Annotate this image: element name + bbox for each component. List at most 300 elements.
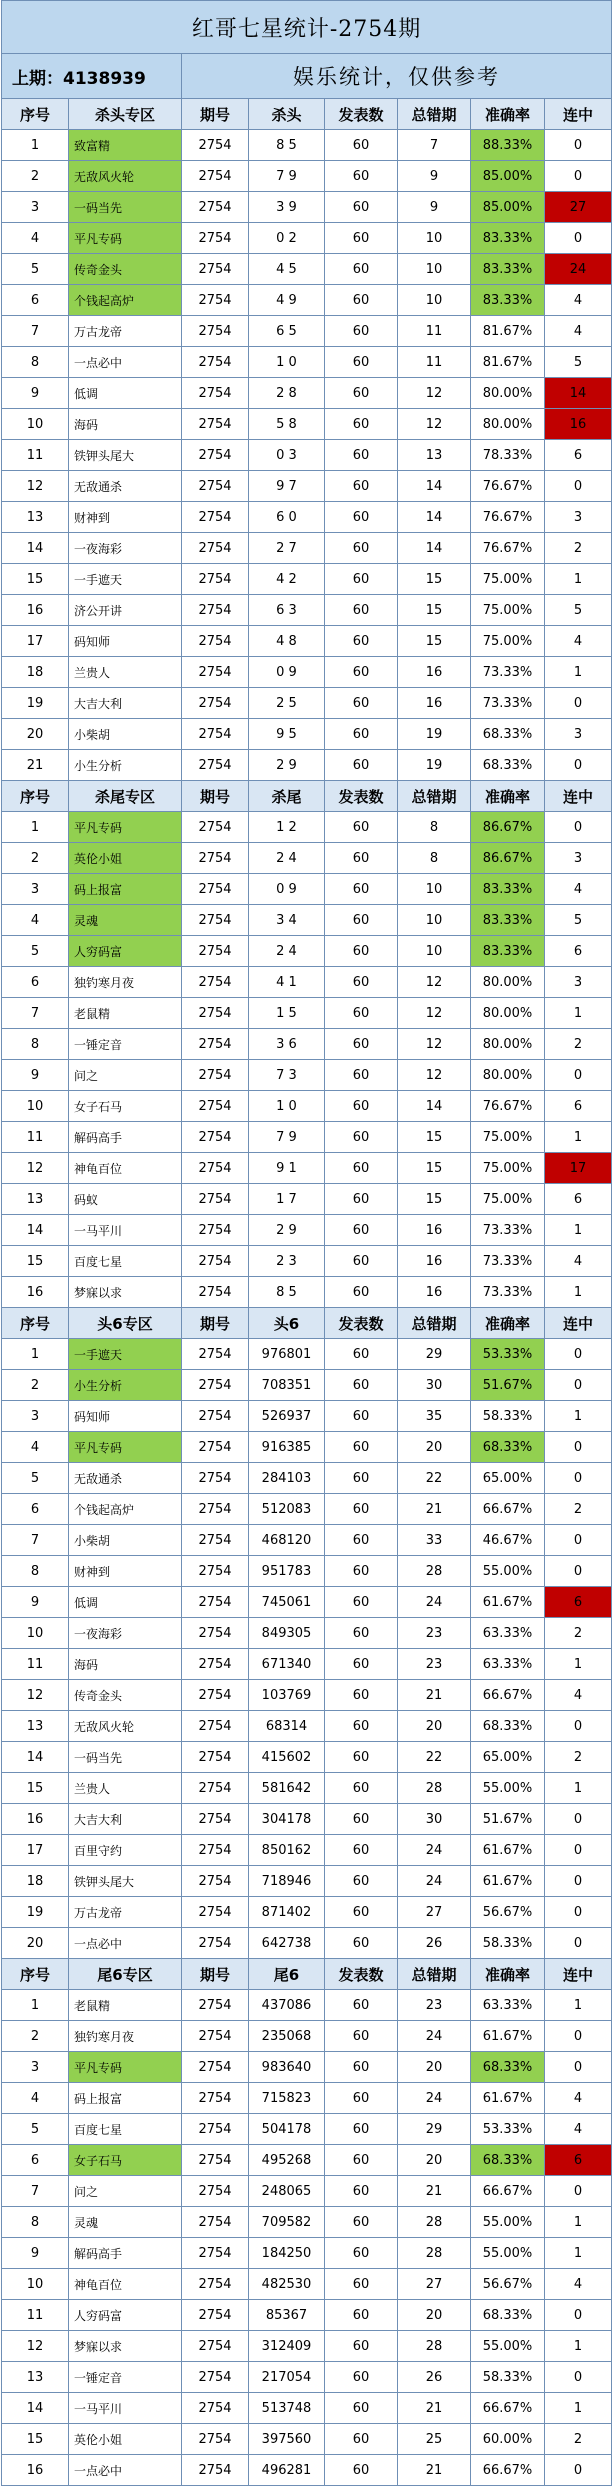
cell-errors: 29 [398,1339,471,1370]
cell-errors: 12 [398,409,471,440]
cell-period: 2754 [182,1401,249,1432]
cell-accuracy: 68.33% [471,1432,545,1463]
column-header-accuracy: 准确率 [471,99,545,130]
cell-numbers: 217054 [249,2362,325,2393]
cell-name: 老鼠精 [69,998,182,1029]
cell-errors: 19 [398,719,471,750]
table-row [2,2238,612,2269]
cell-streak: 3 [545,843,612,874]
cell-streak: 6 [545,440,612,471]
table-row [2,1835,612,1866]
table-row [2,316,612,347]
cell-numbers: 526937 [249,1401,325,1432]
column-header-streak: 连中 [545,781,612,812]
table-row [2,2362,612,2393]
cell-index: 1 [2,812,69,843]
cell-errors: 24 [398,1835,471,1866]
cell-name: 铁钾头尾大 [69,1866,182,1897]
table-row [2,1742,612,1773]
cell-numbers: 2 4 [249,936,325,967]
cell-period: 2754 [182,2362,249,2393]
cell-period: 2754 [182,285,249,316]
stats-table [1,0,612,2486]
cell-numbers: 581642 [249,1773,325,1804]
cell-streak: 1 [545,564,612,595]
cell-name: 大吉大利 [69,688,182,719]
cell-errors: 12 [398,1029,471,1060]
cell-accuracy: 80.00% [471,998,545,1029]
table-row [2,1680,612,1711]
cell-index: 2 [2,1370,69,1401]
cell-accuracy: 66.67% [471,1494,545,1525]
cell-numbers: 916385 [249,1432,325,1463]
cell-published: 60 [325,1401,398,1432]
cell-period: 2754 [182,1215,249,1246]
cell-period: 2754 [182,905,249,936]
cell-streak: 3 [545,967,612,998]
cell-index: 2 [2,843,69,874]
cell-streak: 2 [545,2424,612,2455]
cell-name: 无敌通杀 [69,1463,182,1494]
cell-accuracy: 73.33% [471,657,545,688]
cell-numbers: 468120 [249,1525,325,1556]
column-header-numbers: 尾6 [249,1959,325,1990]
cell-published: 60 [325,1494,398,1525]
cell-period: 2754 [182,1153,249,1184]
cell-period: 2754 [182,2300,249,2331]
cell-index: 15 [2,2424,69,2455]
cell-name: 人穷码富 [69,936,182,967]
cell-errors: 23 [398,1990,471,2021]
cell-errors: 21 [398,1680,471,1711]
cell-published: 60 [325,1277,398,1308]
column-header-numbers: 杀头 [249,99,325,130]
title-row [2,1,612,54]
table-row [2,378,612,409]
info-row [2,54,612,99]
cell-index: 10 [2,1618,69,1649]
cell-streak: 0 [545,1866,612,1897]
cell-accuracy: 66.67% [471,2455,545,2486]
cell-numbers: 4 1 [249,967,325,998]
table-row [2,1370,612,1401]
cell-accuracy: 68.33% [471,2052,545,2083]
cell-index: 16 [2,2455,69,2486]
cell-index: 8 [2,1029,69,1060]
table-row [2,1494,612,1525]
cell-accuracy: 61.67% [471,2083,545,2114]
cell-published: 60 [325,595,398,626]
table-row [2,254,612,285]
table-row [2,471,612,502]
cell-errors: 16 [398,688,471,719]
cell-errors: 28 [398,2331,471,2362]
cell-name: 老鼠精 [69,1990,182,2021]
cell-published: 60 [325,1370,398,1401]
cell-period: 2754 [182,719,249,750]
cell-period: 2754 [182,1122,249,1153]
cell-period: 2754 [182,750,249,781]
cell-errors: 21 [398,2455,471,2486]
cell-published: 60 [325,1432,398,1463]
cell-numbers: 3 9 [249,192,325,223]
cell-accuracy: 76.67% [471,471,545,502]
cell-accuracy: 75.00% [471,1184,545,1215]
cell-index: 2 [2,2021,69,2052]
cell-name: 无敌风火轮 [69,161,182,192]
cell-numbers: 397560 [249,2424,325,2455]
section-header-row [2,1308,612,1339]
cell-name: 一锤定音 [69,1029,182,1060]
cell-period: 2754 [182,1525,249,1556]
cell-period: 2754 [182,2176,249,2207]
cell-errors: 10 [398,874,471,905]
table-row [2,347,612,378]
cell-published: 60 [325,1587,398,1618]
cell-streak: 0 [545,1432,612,1463]
table-row [2,657,612,688]
cell-index: 17 [2,1835,69,1866]
cell-streak: 6 [545,1184,612,1215]
cell-index: 9 [2,1060,69,1091]
cell-accuracy: 83.33% [471,285,545,316]
cell-errors: 28 [398,1556,471,1587]
cell-numbers: 2 3 [249,1246,325,1277]
cell-name: 解码高手 [69,1122,182,1153]
cell-published: 60 [325,2331,398,2362]
cell-errors: 12 [398,998,471,1029]
cell-index: 18 [2,1866,69,1897]
table-row [2,1866,612,1897]
cell-numbers: 0 9 [249,874,325,905]
cell-streak: 0 [545,2021,612,2052]
cell-accuracy: 80.00% [471,409,545,440]
cell-errors: 10 [398,223,471,254]
cell-streak: 1 [545,1122,612,1153]
cell-period: 2754 [182,2114,249,2145]
column-header-published: 发表数 [325,99,398,130]
cell-published: 60 [325,1928,398,1959]
cell-accuracy: 81.67% [471,316,545,347]
cell-streak: 0 [545,1928,612,1959]
cell-errors: 14 [398,471,471,502]
cell-period: 2754 [182,1494,249,1525]
cell-index: 20 [2,1928,69,1959]
cell-name: 独钓寒月夜 [69,967,182,998]
cell-numbers: 1 0 [249,347,325,378]
cell-accuracy: 55.00% [471,2331,545,2362]
cell-index: 10 [2,1091,69,1122]
cell-index: 2 [2,161,69,192]
cell-accuracy: 76.67% [471,502,545,533]
cell-accuracy: 58.33% [471,2362,545,2393]
cell-published: 60 [325,1649,398,1680]
cell-index: 3 [2,192,69,223]
cell-errors: 27 [398,2269,471,2300]
cell-streak: 1 [545,998,612,1029]
cell-streak: 6 [545,936,612,967]
cell-numbers: 4 5 [249,254,325,285]
cell-published: 60 [325,719,398,750]
cell-errors: 15 [398,626,471,657]
cell-name: 小生分析 [69,750,182,781]
table-row [2,812,612,843]
cell-published: 60 [325,1804,398,1835]
cell-published: 60 [325,812,398,843]
cell-streak: 1 [545,2393,612,2424]
cell-published: 60 [325,2424,398,2455]
cell-numbers: 642738 [249,1928,325,1959]
cell-accuracy: 85.00% [471,161,545,192]
section-header-row [2,1959,612,1990]
cell-errors: 12 [398,967,471,998]
cell-index: 11 [2,1649,69,1680]
cell-numbers: 513748 [249,2393,325,2424]
cell-name: 一码当先 [69,1742,182,1773]
cell-accuracy: 83.33% [471,223,545,254]
cell-numbers: 437086 [249,1990,325,2021]
cell-period: 2754 [182,936,249,967]
table-row [2,1897,612,1928]
page-title: 红哥七星统计-2754期 [2,1,612,54]
cell-accuracy: 68.33% [471,719,545,750]
cell-accuracy: 53.33% [471,2114,545,2145]
cell-errors: 33 [398,1525,471,1556]
cell-accuracy: 58.33% [471,1401,545,1432]
cell-published: 60 [325,2021,398,2052]
cell-streak: 0 [545,688,612,719]
column-header-period: 期号 [182,781,249,812]
table-row [2,2300,612,2331]
cell-accuracy: 80.00% [471,967,545,998]
table-row [2,1432,612,1463]
cell-period: 2754 [182,2207,249,2238]
cell-index: 3 [2,2052,69,2083]
cell-numbers: 951783 [249,1556,325,1587]
cell-accuracy: 80.00% [471,378,545,409]
cell-streak: 6 [545,2145,612,2176]
cell-accuracy: 68.33% [471,1711,545,1742]
cell-errors: 23 [398,1649,471,1680]
cell-accuracy: 75.00% [471,1153,545,1184]
cell-streak: 0 [545,1339,612,1370]
table-row [2,750,612,781]
cell-errors: 12 [398,1060,471,1091]
cell-index: 5 [2,1463,69,1494]
cell-name: 一夜海彩 [69,1618,182,1649]
table-row [2,1060,612,1091]
cell-index: 14 [2,2393,69,2424]
cell-numbers: 1 5 [249,998,325,1029]
cell-name: 无敌通杀 [69,471,182,502]
cell-accuracy: 80.00% [471,1029,545,1060]
cell-errors: 14 [398,502,471,533]
cell-streak: 0 [545,1556,612,1587]
cell-published: 60 [325,626,398,657]
cell-errors: 7 [398,130,471,161]
cell-index: 16 [2,1277,69,1308]
cell-period: 2754 [182,1339,249,1370]
table-row [2,843,612,874]
table-row [2,2331,612,2362]
cell-published: 60 [325,502,398,533]
cell-published: 60 [325,1525,398,1556]
cell-errors: 9 [398,192,471,223]
cell-period: 2754 [182,1804,249,1835]
cell-numbers: 2 9 [249,750,325,781]
cell-index: 13 [2,1184,69,1215]
cell-accuracy: 73.33% [471,1215,545,1246]
cell-errors: 14 [398,533,471,564]
cell-streak: 24 [545,254,612,285]
cell-name: 问之 [69,2176,182,2207]
cell-index: 7 [2,998,69,1029]
cell-index: 14 [2,1215,69,1246]
cell-published: 60 [325,1029,398,1060]
cell-numbers: 2 8 [249,378,325,409]
table-row [2,2455,612,2486]
cell-streak: 0 [545,1897,612,1928]
table-row [2,2083,612,2114]
cell-name: 万古龙帝 [69,1897,182,1928]
cell-accuracy: 60.00% [471,2424,545,2455]
cell-name: 神龟百位 [69,2269,182,2300]
cell-errors: 11 [398,316,471,347]
cell-period: 2754 [182,223,249,254]
cell-numbers: 482530 [249,2269,325,2300]
cell-errors: 16 [398,1215,471,1246]
cell-published: 60 [325,1835,398,1866]
cell-name: 问之 [69,1060,182,1091]
cell-published: 60 [325,2300,398,2331]
table-row [2,1928,612,1959]
cell-errors: 30 [398,1804,471,1835]
cell-published: 60 [325,2145,398,2176]
cell-errors: 28 [398,1773,471,1804]
cell-errors: 16 [398,1277,471,1308]
column-header-published: 发表数 [325,1959,398,1990]
cell-published: 60 [325,1215,398,1246]
cell-period: 2754 [182,1091,249,1122]
cell-streak: 4 [545,2114,612,2145]
cell-index: 12 [2,471,69,502]
cell-period: 2754 [182,998,249,1029]
cell-streak: 1 [545,2331,612,2362]
cell-published: 60 [325,1990,398,2021]
cell-errors: 15 [398,1122,471,1153]
cell-name: 个钱起高炉 [69,1494,182,1525]
cell-streak: 5 [545,595,612,626]
column-header-index: 序号 [2,1959,69,1990]
cell-accuracy: 55.00% [471,2238,545,2269]
cell-accuracy: 75.00% [471,564,545,595]
cell-published: 60 [325,440,398,471]
cell-numbers: 103769 [249,1680,325,1711]
cell-published: 60 [325,936,398,967]
cell-published: 60 [325,1339,398,1370]
column-header-accuracy: 准确率 [471,1308,545,1339]
cell-accuracy: 88.33% [471,130,545,161]
cell-accuracy: 66.67% [471,2393,545,2424]
cell-published: 60 [325,130,398,161]
cell-published: 60 [325,1773,398,1804]
cell-accuracy: 46.67% [471,1525,545,1556]
cell-name: 英伦小姐 [69,2424,182,2455]
cell-numbers: 68314 [249,1711,325,1742]
table-body [2,1,612,2486]
cell-numbers: 4 9 [249,285,325,316]
cell-name: 梦寐以求 [69,2331,182,2362]
cell-numbers: 184250 [249,2238,325,2269]
cell-accuracy: 75.00% [471,595,545,626]
cell-streak: 1 [545,1990,612,2021]
cell-index: 7 [2,2176,69,2207]
cell-period: 2754 [182,812,249,843]
cell-streak: 3 [545,502,612,533]
cell-name: 传奇金头 [69,1680,182,1711]
cell-accuracy: 66.67% [471,2176,545,2207]
cell-streak: 4 [545,1246,612,1277]
cell-name: 个钱起高炉 [69,285,182,316]
cell-published: 60 [325,1060,398,1091]
cell-errors: 28 [398,2238,471,2269]
cell-numbers: 5 8 [249,409,325,440]
cell-errors: 21 [398,2393,471,2424]
cell-streak: 1 [545,1277,612,1308]
cell-published: 60 [325,316,398,347]
table-row [2,626,612,657]
cell-index: 13 [2,1711,69,1742]
cell-index: 6 [2,285,69,316]
cell-errors: 28 [398,2207,471,2238]
cell-period: 2754 [182,1866,249,1897]
cell-accuracy: 51.67% [471,1804,545,1835]
cell-streak: 3 [545,719,612,750]
cell-errors: 20 [398,2300,471,2331]
cell-index: 6 [2,2145,69,2176]
cell-name: 一马平川 [69,1215,182,1246]
table-row [2,719,612,750]
table-row [2,1029,612,1060]
cell-name: 码知师 [69,1401,182,1432]
cell-errors: 20 [398,1432,471,1463]
cell-errors: 29 [398,2114,471,2145]
cell-index: 4 [2,2083,69,2114]
cell-errors: 16 [398,657,471,688]
column-header-published: 发表数 [325,1308,398,1339]
cell-name: 小柴胡 [69,1525,182,1556]
cell-accuracy: 75.00% [471,626,545,657]
last-period: 上期：4138939 [2,54,182,99]
cell-streak: 14 [545,378,612,409]
cell-index: 16 [2,1804,69,1835]
cell-numbers: 235068 [249,2021,325,2052]
cell-accuracy: 63.33% [471,1618,545,1649]
cell-published: 60 [325,2362,398,2393]
cell-name: 传奇金头 [69,254,182,285]
cell-accuracy: 51.67% [471,1370,545,1401]
cell-period: 2754 [182,2238,249,2269]
cell-streak: 4 [545,316,612,347]
cell-published: 60 [325,1153,398,1184]
cell-period: 2754 [182,533,249,564]
cell-name: 码上报富 [69,2083,182,2114]
cell-index: 5 [2,2114,69,2145]
cell-accuracy: 68.33% [471,2300,545,2331]
cell-name: 海码 [69,1649,182,1680]
cell-numbers: 745061 [249,1587,325,1618]
cell-numbers: 2 5 [249,688,325,719]
